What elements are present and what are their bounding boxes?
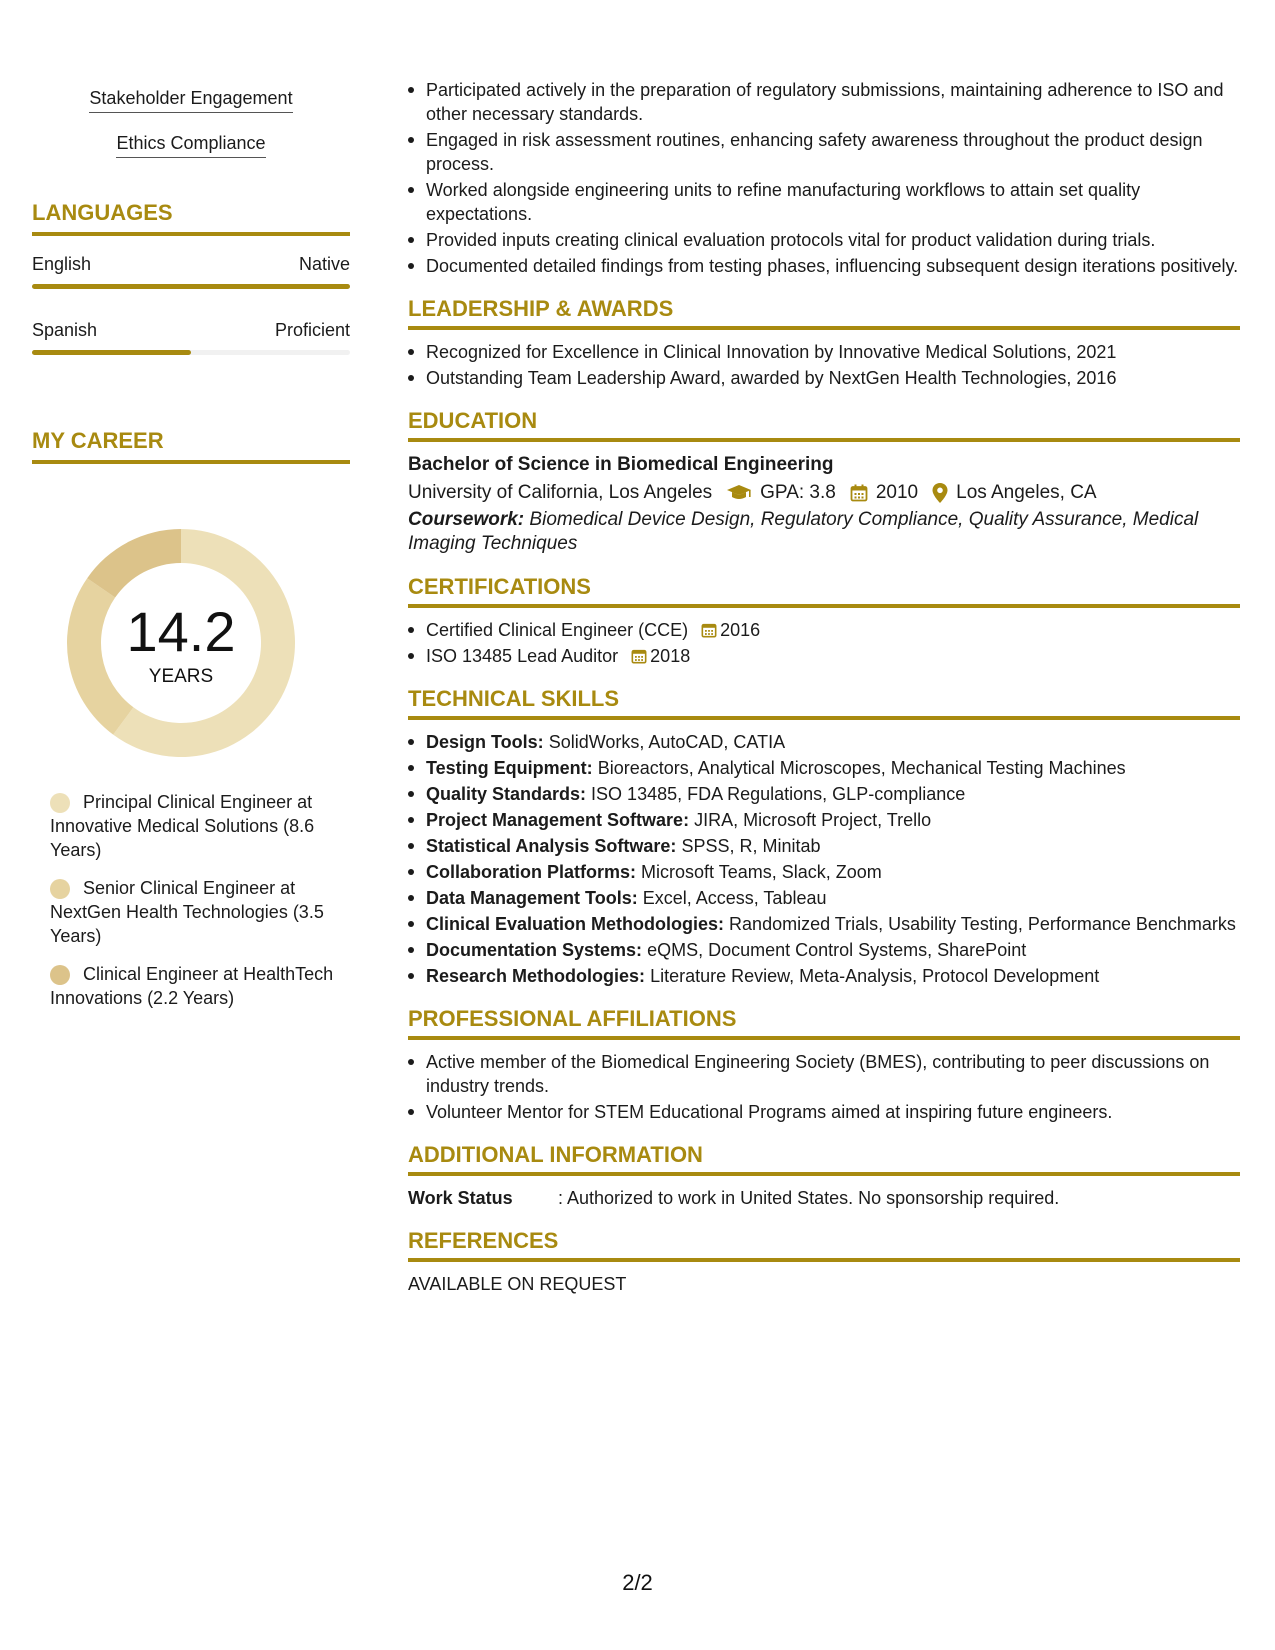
skill-label: Project Management Software: — [426, 810, 690, 830]
skills-heading: TECHNICAL SKILLS — [408, 686, 1240, 720]
language-level: Native — [298, 254, 350, 274]
skill-value: SPSS, R, Minitab — [681, 836, 821, 856]
legend-dot — [50, 879, 70, 899]
certification-item — [408, 644, 1240, 668]
language-row — [32, 320, 350, 346]
education-degree: Bachelor of Science in Biomedical Engineering — [408, 454, 834, 475]
certifications-list — [408, 618, 1240, 668]
career-total-years: 14.2 — [126, 600, 236, 663]
legend-dot — [50, 793, 70, 813]
skill-item — [408, 912, 1240, 936]
award-item: Recognized for Excellence in Clinical Innovation by Innovative Medical Solutions, 2021 — [408, 340, 1240, 364]
skill-label: Design Tools: — [426, 732, 544, 752]
work-status-value: : Authorized to work in United States. No sponsorship required. — [558, 1188, 1060, 1208]
career-legend-item — [50, 876, 340, 948]
skill-value: Excel, Access, Tableau — [642, 888, 827, 908]
skill-item — [408, 860, 1240, 884]
work-status-label: Work Status — [408, 1188, 513, 1208]
experience-bullet: Participated actively in the preparation of regulatory submissions, maintaining adherence to ISO and other necessary standards. — [408, 78, 1240, 126]
skill-label: Statistical Analysis Software: — [426, 836, 677, 856]
career-legend-text: Principal Clinical Engineer at Innovative Medical Solutions (8.6 Years) — [50, 792, 315, 860]
skill-label: Quality Standards: — [426, 784, 587, 804]
skill-value: eQMS, Document Control Systems, SharePoint — [647, 940, 1027, 960]
education-heading: EDUCATION — [408, 408, 1240, 442]
language-bar-fill — [32, 350, 191, 355]
skill-label: Research Methodologies: — [426, 966, 646, 986]
education-school: University of California, Los Angeles — [408, 482, 713, 503]
skill-item — [408, 782, 1240, 806]
skill-label: Clinical Evaluation Methodologies: — [426, 914, 725, 934]
right-column — [408, 78, 1240, 1296]
affiliation-item: Volunteer Mentor for STEM Educational Programs aimed at inspiring future engineers. — [408, 1100, 1240, 1124]
experience-bullet: Worked alongside engineering units to refine manufacturing workflows to attain set quality expectations. — [408, 178, 1240, 226]
skill-item — [408, 756, 1240, 780]
experience-bullet: Engaged in risk assessment routines, enhancing safety awareness throughout the product design process. — [408, 128, 1240, 176]
awards-heading: LEADERSHIP & AWARDS — [408, 296, 1240, 330]
language-bar — [32, 284, 350, 289]
award-item: Outstanding Team Leadership Award, awarded by NextGen Health Technologies, 2016 — [408, 366, 1240, 390]
skill-value: SolidWorks, AutoCAD, CATIA — [548, 732, 786, 752]
education-coursework — [408, 508, 1240, 556]
skills-list — [408, 730, 1240, 988]
certifications-heading: CERTIFICATIONS — [408, 574, 1240, 608]
skill-value: Microsoft Teams, Slack, Zoom — [641, 862, 882, 882]
career-heading: MY CAREER — [32, 428, 350, 464]
coursework-label: Coursework: — [408, 509, 525, 530]
skill-tag: Ethics Compliance — [116, 131, 265, 158]
skill-item — [408, 730, 1240, 754]
certification-name: Certified Clinical Engineer (CCE) — [426, 620, 689, 640]
experience-bullet: Provided inputs creating clinical evaluation protocols vital for product validation during trials. — [408, 228, 1240, 252]
awards-list — [408, 340, 1240, 390]
experience-bullets — [408, 78, 1240, 278]
legend-dot — [50, 965, 70, 985]
skill-label: Data Management Tools: — [426, 888, 638, 908]
references-heading: REFERENCES — [408, 1228, 1240, 1262]
coursework-text: Biomedical Device Design, Regulatory Compliance, Quality Assurance, Medical Imaging Techniques — [408, 509, 1199, 554]
career-legend-text: Senior Clinical Engineer at NextGen Health Technologies (3.5 Years) — [50, 878, 324, 946]
experience-bullet: Documented detailed findings from testing phases, influencing subsequent design iterations positively. — [408, 254, 1240, 278]
location-pin-icon — [932, 483, 948, 503]
education-location: Los Angeles, CA — [956, 482, 1097, 503]
affiliations-list — [408, 1050, 1240, 1124]
skill-value: Literature Review, Meta-Analysis, Protocol Development — [650, 966, 1100, 986]
education-details — [408, 478, 1240, 508]
skill-label: Documentation Systems: — [426, 940, 643, 960]
affiliation-item: Active member of the Biomedical Engineering Society (BMES), contributing to peer discussions on industry trends. — [408, 1050, 1240, 1098]
education-year: 2010 — [875, 482, 919, 503]
career-donut-chart — [66, 528, 296, 758]
affiliations-heading: PROFESSIONAL AFFILIATIONS — [408, 1006, 1240, 1040]
career-legend-item — [50, 962, 340, 1010]
calendar-icon — [850, 484, 868, 502]
calendar-icon — [701, 622, 717, 638]
language-name: English — [32, 254, 92, 274]
skill-label: Testing Equipment: — [426, 758, 593, 778]
skill-value: JIRA, Microsoft Project, Trello — [694, 810, 932, 830]
skill-item — [408, 834, 1240, 858]
work-status-row — [408, 1186, 1240, 1210]
certification-year: 2016 — [720, 620, 761, 640]
skill-item — [408, 886, 1240, 910]
language-row — [32, 254, 350, 280]
language-name: Spanish — [32, 320, 98, 340]
skill-item — [408, 808, 1240, 832]
skill-item — [408, 938, 1240, 962]
skill-value: Bioreactors, Analytical Microscopes, Mechanical Testing Machines — [597, 758, 1126, 778]
language-bar — [32, 350, 350, 355]
skill-tags — [32, 86, 350, 176]
career-legend-item — [50, 790, 340, 862]
donut-center — [66, 528, 296, 758]
additional-info-heading: ADDITIONAL INFORMATION — [408, 1142, 1240, 1176]
graduation-cap-icon — [726, 484, 752, 502]
certification-year: 2018 — [650, 646, 691, 666]
skill-label: Collaboration Platforms: — [426, 862, 637, 882]
certification-item — [408, 618, 1240, 642]
calendar-icon — [631, 648, 647, 664]
skill-value: ISO 13485, FDA Regulations, GLP-compliance — [591, 784, 966, 804]
career-legend-text: Clinical Engineer at HealthTech Innovations (2.2 Years) — [50, 964, 334, 1008]
skill-item — [408, 964, 1240, 988]
skill-tag: Stakeholder Engagement — [89, 86, 292, 113]
career-legend — [50, 790, 340, 1024]
career-total-unit: YEARS — [148, 666, 214, 687]
skill-value: Randomized Trials, Usability Testing, Performance Benchmarks — [729, 914, 1236, 934]
language-bar-fill — [32, 284, 350, 289]
certification-name: ISO 13485 Lead Auditor — [426, 646, 619, 666]
languages-heading: LANGUAGES — [32, 200, 350, 236]
references-text: AVAILABLE ON REQUEST — [408, 1274, 627, 1294]
language-level: Proficient — [274, 320, 350, 340]
page-number: 2/2 — [622, 1570, 653, 1595]
education-gpa: GPA: 3.8 — [760, 482, 836, 503]
